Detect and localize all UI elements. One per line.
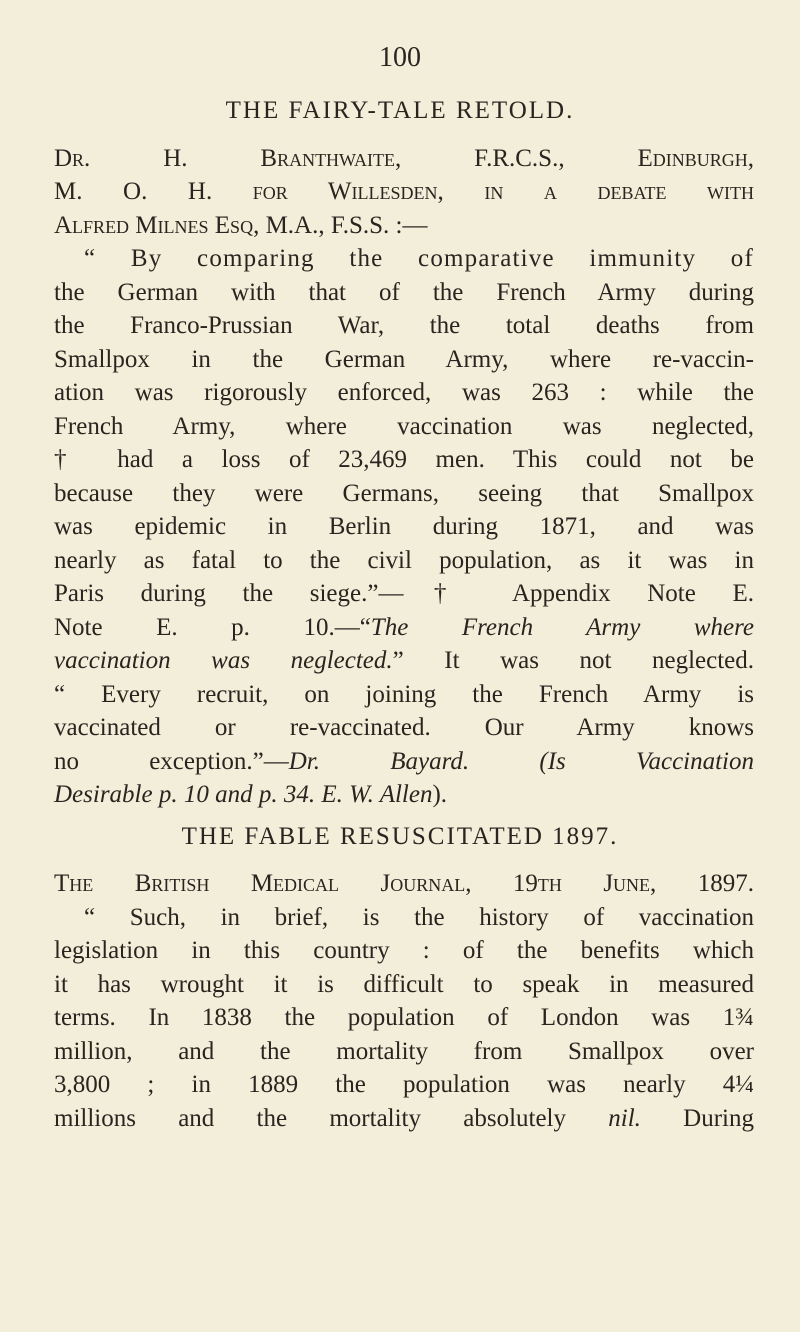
citation-detail: Desirable p. 10 and p. 34. E. W. Allen [54,781,433,808]
text-line [54,1104,754,1134]
text-line: † had a loss of 23,469 men. This could not be [54,446,754,473]
chapter-title: THE FAIRY-TALE RETOLD. [225,97,575,124]
text-line: “ By comparing the comparative immunity of [84,245,754,272]
note-line [54,780,754,810]
text-span: During [640,1104,754,1132]
text-line: French Army, where vaccination was neglected, [54,412,754,440]
citation-end: ). [432,781,448,808]
note-text: ” It was not neglected. [392,647,755,674]
note-line: vaccinated or re-vaccinated. Our Army knows [54,714,754,741]
note-line [54,646,754,676]
text-line: because they were Germans, seeing that Smallpox [54,479,754,507]
note-italic: The French Army where [370,613,754,641]
text-line: Paris during the siege.”—† Appendix Note E. [54,580,754,607]
text-line: the Franco-Prussian War, the total deaths from [54,312,754,339]
text-line: Alfred Milnes Esq, M.A., F.S.S. :— [54,211,428,239]
note-line [54,613,754,643]
text-line: was epidemic in Berlin during 1871, and was [54,513,754,540]
citation-title: (Is Vaccination [539,747,754,775]
section-heading: THE FABLE RESUSCITATED 1897. [181,822,619,850]
text-line: nearly as fatal to the civil population, as it was in [54,546,754,574]
text-line: “ Such, in brief, is the history of vaccination [84,903,754,931]
page-number: 100 [379,42,421,73]
note-line: “ Every recruit, on joining the French Army is [54,680,754,708]
italic-word: nil. [608,1104,641,1132]
note-prefix: Note E. p. 10.—“ [54,613,371,641]
source-line: The British Medical Journal, 19th June, 1897. [54,870,754,897]
text-line: Dr. H. Branthwaite, F.R.C.S., Edinburgh, [54,144,754,172]
text-line: the German with that of the French Army during [54,278,754,306]
text-line: 3,800 ; in 1889 the population was nearly 4¼ [54,1071,754,1098]
text-line: legislation in this country : of the benefits which [54,937,754,964]
text-line: Smallpox in the German Army, where re-vaccin- [54,345,754,373]
note-line [54,747,754,777]
text-line: it has wrought it is difficult to speak in measured [54,970,754,998]
text-span: millions and the mortality absolutely [54,1104,609,1132]
text-line: million, and the mortality from Smallpox over [54,1037,754,1065]
text-line: ation was rigorously enforced, was 263 : while the [54,379,754,406]
note-text: no exception.”— [54,747,289,775]
note-italic: vaccination was neglected. [54,647,393,674]
citation-author: Dr. Bayard. [288,747,470,775]
text-line: M. O. H. for Willesden, in a debate with [54,178,754,205]
text-line: terms. In 1838 the population of London was 1¾ [54,1004,754,1031]
